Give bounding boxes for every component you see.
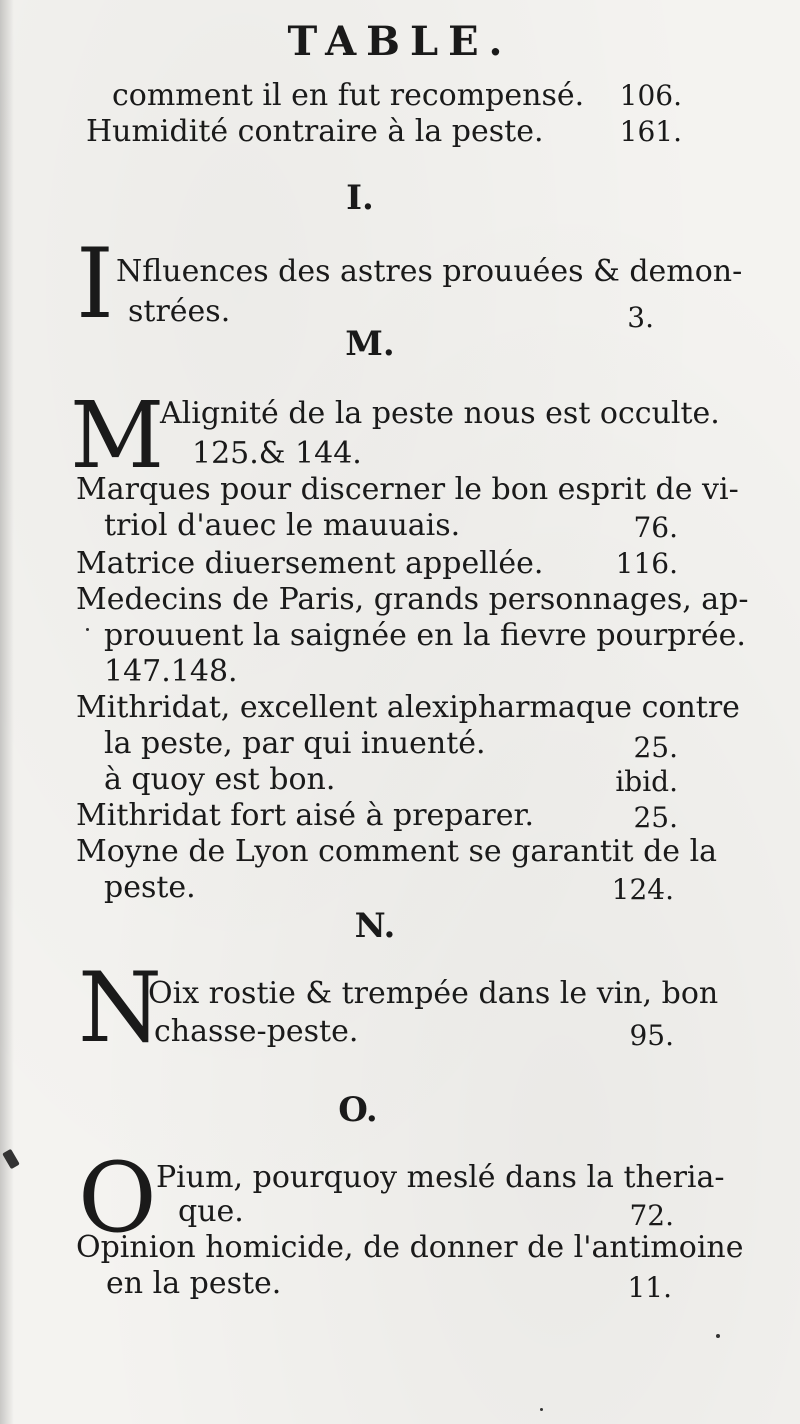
dropcap-o: O — [78, 1142, 157, 1254]
entry-line: Mithridat, excellent alexipharmaque contre — [76, 690, 740, 725]
entry-line: en la peste. — [106, 1266, 282, 1301]
entry-line: Humidité contraire à la peste. — [86, 114, 544, 149]
entry-line: Oix rostie & trempée dans le vin, bon — [148, 976, 719, 1011]
entry-page-number: 161. — [619, 115, 682, 148]
entry-line: la peste, par qui inuenté. — [104, 726, 486, 761]
entry-line: Alignité de la peste nous est occulte. — [160, 396, 720, 431]
entry-line: Marques pour discerner le bon esprit de vi- — [76, 472, 739, 507]
dropcap-i: I — [76, 228, 114, 340]
entry-line: peste. — [104, 870, 196, 905]
dropcap-n: N — [78, 952, 162, 1064]
entry-page-number: 11. — [627, 1271, 672, 1304]
entry-line: Nfluences des astres prouuées & demon- — [116, 254, 743, 289]
entry-page-number: ibid. — [615, 765, 678, 798]
section-letter-o: O. — [338, 1090, 378, 1130]
entry-page-number: 25. — [633, 801, 678, 834]
entry-line: strées. — [128, 294, 231, 329]
section-letter-i: I. — [346, 178, 374, 218]
entry-line: 147.148. — [104, 654, 238, 689]
ink-speck — [716, 1334, 720, 1338]
entry-page-number: 72. — [629, 1199, 674, 1232]
entry-line: Pium, pourquoy meslé dans la theria- — [156, 1160, 725, 1195]
entry-page-number: 25. — [633, 731, 678, 764]
entry-page-number: 116. — [615, 547, 678, 580]
entry-line: triol d'auec le mauuais. — [104, 508, 461, 543]
entry-page-number: 124. — [611, 873, 674, 906]
entry-page-number: 76. — [633, 511, 678, 544]
entry-line: Mithridat fort aisé à preparer. — [76, 798, 535, 833]
entry-line: chasse-peste. — [154, 1014, 359, 1049]
entry-line: que. — [178, 1194, 244, 1229]
entry-line: Opinion homicide, de donner de l'antimoine — [76, 1230, 744, 1265]
entry-line: à quoy est bon. — [104, 762, 336, 797]
entry-line: Medecins de Paris, grands personnages, ap- — [76, 582, 749, 617]
entry-line: 125.& 144. — [192, 436, 362, 471]
entry-page-number: 106. — [619, 79, 682, 112]
entry-page-number: 3. — [627, 301, 654, 334]
entry-line: Moyne de Lyon comment se garantit de la — [76, 834, 718, 869]
section-letter-m: M. — [345, 324, 395, 364]
running-head: TABLE. — [287, 18, 513, 65]
section-letter-n: N. — [354, 906, 396, 946]
ink-speck — [540, 1408, 543, 1411]
entry-line: Matrice diuersement appellée. — [76, 546, 544, 581]
entry-page-number: 95. — [629, 1019, 674, 1052]
entry-line: comment il en fut recompensé. — [112, 78, 585, 113]
dropcap-m: M — [70, 382, 165, 489]
entry-line: prouuent la saignée en la fievre pourprée. — [104, 618, 746, 653]
ink-speck — [86, 628, 89, 631]
